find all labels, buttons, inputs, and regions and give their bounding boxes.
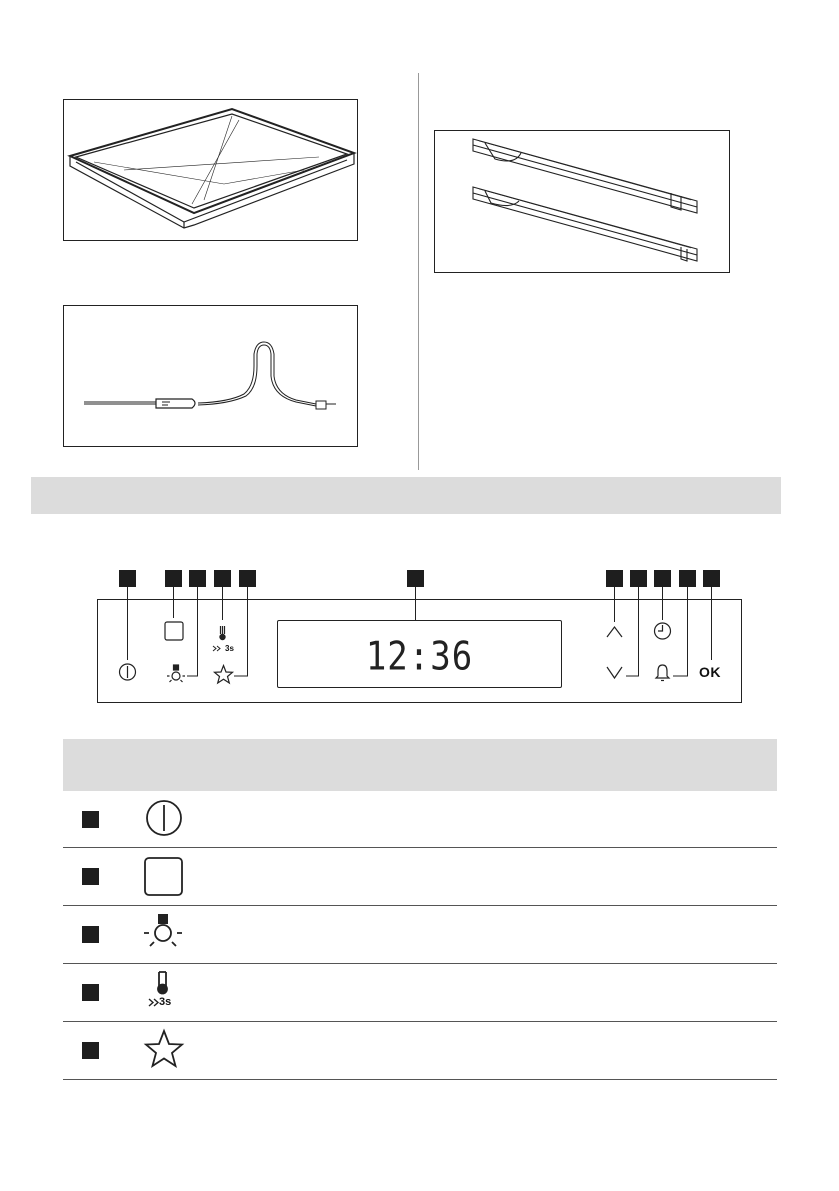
table-temp-duration-label: 3s	[159, 996, 172, 1008]
lamp-icon[interactable]	[167, 665, 185, 682]
down-icon[interactable]	[607, 667, 622, 678]
star-icon	[146, 1031, 182, 1066]
bell-icon[interactable]	[656, 665, 669, 681]
up-icon[interactable]	[607, 627, 622, 637]
table-icons	[0, 780, 839, 1091]
on-off-icon[interactable]	[120, 664, 136, 680]
lcd-display	[277, 620, 562, 688]
display-time: 12:36	[365, 634, 474, 680]
thermometer-icon[interactable]	[213, 626, 225, 651]
square-icon	[145, 858, 182, 895]
on-off-icon	[147, 801, 181, 835]
star-icon[interactable]	[215, 666, 233, 684]
temp-duration-label: 3s	[225, 644, 234, 653]
lamp-icon	[144, 914, 182, 946]
square-icon[interactable]	[165, 622, 183, 640]
ok-button[interactable]: OK	[699, 664, 721, 680]
clock-icon[interactable]	[655, 623, 671, 639]
